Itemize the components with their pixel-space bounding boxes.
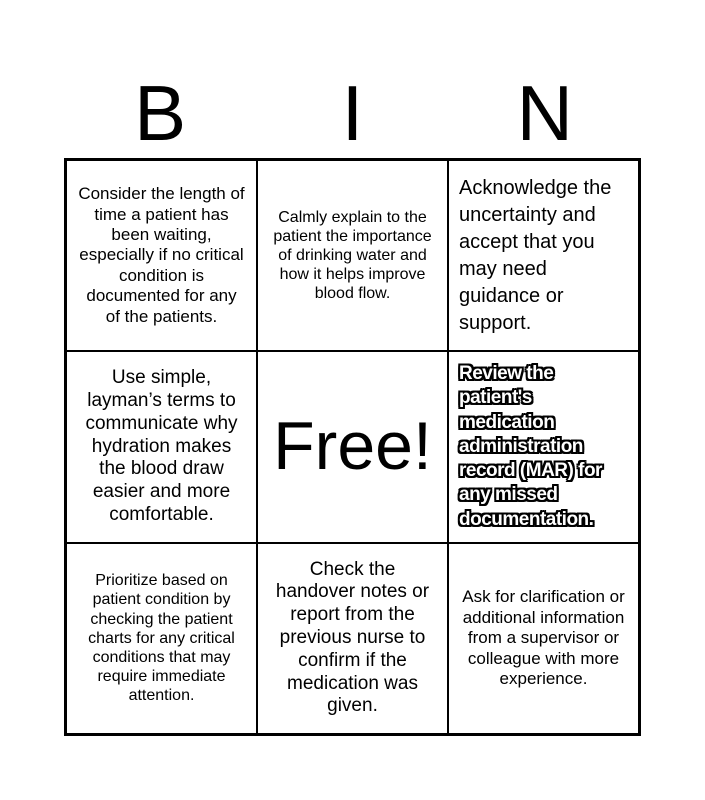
header-letter-b: B xyxy=(134,69,187,157)
bingo-cell[interactable]: Calmly explain to the patient the importance of drinking water and how it helps improve blood flow. xyxy=(257,160,448,351)
bingo-grid xyxy=(64,158,641,736)
header-letter-i: I xyxy=(341,69,364,157)
header-letter-n: N xyxy=(516,69,573,157)
bingo-cell[interactable]: Review the patient's medication administration record (MAR) for any missed documentation. xyxy=(448,351,639,542)
bingo-cell[interactable]: Use simple, layman’s terms to communicate why hydration makes the blood draw easier and more comfortable. xyxy=(66,351,257,542)
bingo-cell[interactable]: Prioritize based on patient condition by checking the patient charts for any critical conditions that may require immediate attention. xyxy=(66,543,257,734)
bingo-header xyxy=(64,68,641,158)
free-space-cell[interactable]: Free! xyxy=(257,351,448,542)
bingo-cell[interactable]: Acknowledge the uncertainty and accept that you may need guidance or support. xyxy=(448,160,639,351)
bingo-cell[interactable]: Check the handover notes or report from the previous nurse to confirm if the medication was given. xyxy=(257,543,448,734)
bingo-cell[interactable]: Ask for clarification or additional information from a supervisor or colleague with more experience. xyxy=(448,543,639,734)
bingo-cell[interactable]: Consider the length of time a patient has been waiting, especially if no critical condition is documented for any of the patients. xyxy=(66,160,257,351)
